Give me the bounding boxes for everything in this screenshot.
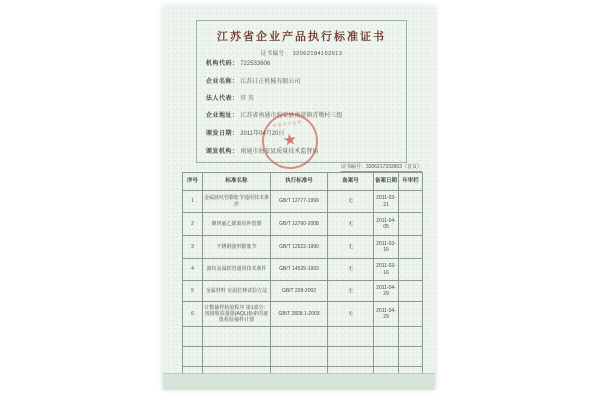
header-annual-review: 年审栏 — [399, 173, 423, 191]
cell-seq: 3 — [183, 236, 203, 259]
cell-record-number: 无 — [328, 259, 374, 281]
cell-record-number: 无 — [328, 236, 374, 259]
cell-standard-number: GB/T 12522-1990 — [271, 236, 328, 259]
table-row-empty — [183, 327, 423, 347]
cell-record-date: 2011-04-29 — [374, 281, 399, 302]
cell-record-date: 2011-03-21 — [374, 191, 399, 213]
field-value: 2011年04月20日 — [240, 131, 285, 137]
cell-standard-name: 计数抽样检验程序 第1部分：按接收质量限(AQL)检索的逐批检验抽样计划 — [203, 302, 271, 327]
cell-standard-name: 波纹金属软管通用技术条件 — [203, 259, 271, 281]
field-label: 机构代码： — [206, 61, 239, 67]
field-value: 官 英 — [240, 96, 254, 102]
field-label: 颁发机构： — [206, 149, 239, 155]
cell-standard-number: GB/T 14525-1993 — [271, 259, 328, 281]
header-standard-name: 标准名称 — [203, 173, 271, 191]
cell-annual-review — [399, 302, 423, 327]
cell-record-date: 2011-03-16 — [374, 259, 399, 281]
field-label: 企业名称： — [206, 79, 239, 85]
field-value: 南通市海安县质量技术监督局 — [240, 149, 319, 155]
field-legal-representative — [206, 93, 401, 103]
table-row-empty — [183, 347, 423, 367]
table-header-row — [183, 173, 423, 191]
field-value: 江苏日正机械有限公司 — [240, 79, 301, 85]
header-standard-number: 执行标准号 — [271, 173, 328, 191]
cell-seq: 6 — [183, 302, 203, 327]
field-company-name — [206, 76, 401, 86]
cell-record-date: 2011-03-16 — [374, 236, 399, 259]
cell-standard-number: GB/T 12777-1999 — [271, 191, 328, 213]
cell-standard-name: 不锈钢波形膨胀节 — [203, 236, 271, 259]
cell-annual-review — [399, 281, 423, 302]
cell-standard-name: 聚四氟乙烯波纹补偿器 — [203, 213, 271, 236]
certificate-number: 证书编号： 32062184152613 — [260, 51, 343, 57]
header-record-date: 备案日期 — [374, 173, 399, 191]
star-icon: ★ — [281, 131, 299, 150]
cell-standard-number: GB/T 228-2002 — [271, 281, 328, 302]
cell-annual-review — [399, 236, 423, 259]
table-row — [183, 191, 423, 213]
cell-standard-name: 金属波纹管膨胀节通用技术条件 — [203, 191, 271, 213]
field-label: 企业地址： — [206, 113, 239, 119]
table-row — [183, 281, 423, 302]
cell-seq: 2 — [183, 213, 203, 236]
certificate-page — [163, 7, 435, 389]
cell-annual-review — [399, 259, 423, 281]
cell-seq: 1 — [183, 191, 203, 213]
field-value: 722533606 — [240, 61, 271, 67]
cell-record-number: 无 — [328, 213, 374, 236]
cell-standard-number: GB/T 12760-2008 — [271, 213, 328, 236]
cell-record-number: 无 — [328, 281, 374, 302]
cell-record-date: 2011-04-05 — [374, 213, 399, 236]
cell-annual-review — [399, 191, 423, 213]
field-label: 法人代表： — [206, 96, 239, 102]
page-bottom-edge — [163, 373, 435, 390]
certificate-title: 江苏省企业产品执行标准证书 — [217, 31, 386, 43]
field-value: 江苏省南通市海安县南莫镇青墩村三组 — [240, 113, 343, 119]
header-seq: 序号 — [183, 173, 203, 191]
seal-arc-text: 质量技术监督 — [272, 119, 303, 129]
table-row — [183, 213, 423, 236]
standards-table — [182, 172, 423, 387]
table-certificate-number: 证书编号：3206217333903（首页） — [340, 164, 422, 170]
field-org-code — [206, 58, 401, 68]
table-row — [183, 302, 423, 327]
cell-standard-number: GB/T 2828.1-2003 — [271, 302, 328, 327]
cell-seq: 5 — [183, 281, 203, 302]
cell-annual-review — [399, 213, 423, 236]
cell-standard-name: 金属材料 室温拉伸试验方法 — [203, 281, 271, 302]
cell-seq: 4 — [183, 259, 203, 281]
header-record-number: 备案号 — [328, 173, 374, 191]
cell-record-date: 2011-04-29 — [374, 302, 399, 327]
field-label: 颁发日期： — [206, 131, 239, 137]
table-row — [183, 259, 423, 281]
table-row — [183, 236, 423, 259]
cell-record-number: 无 — [328, 191, 374, 213]
cell-record-number: 无 — [328, 302, 374, 327]
